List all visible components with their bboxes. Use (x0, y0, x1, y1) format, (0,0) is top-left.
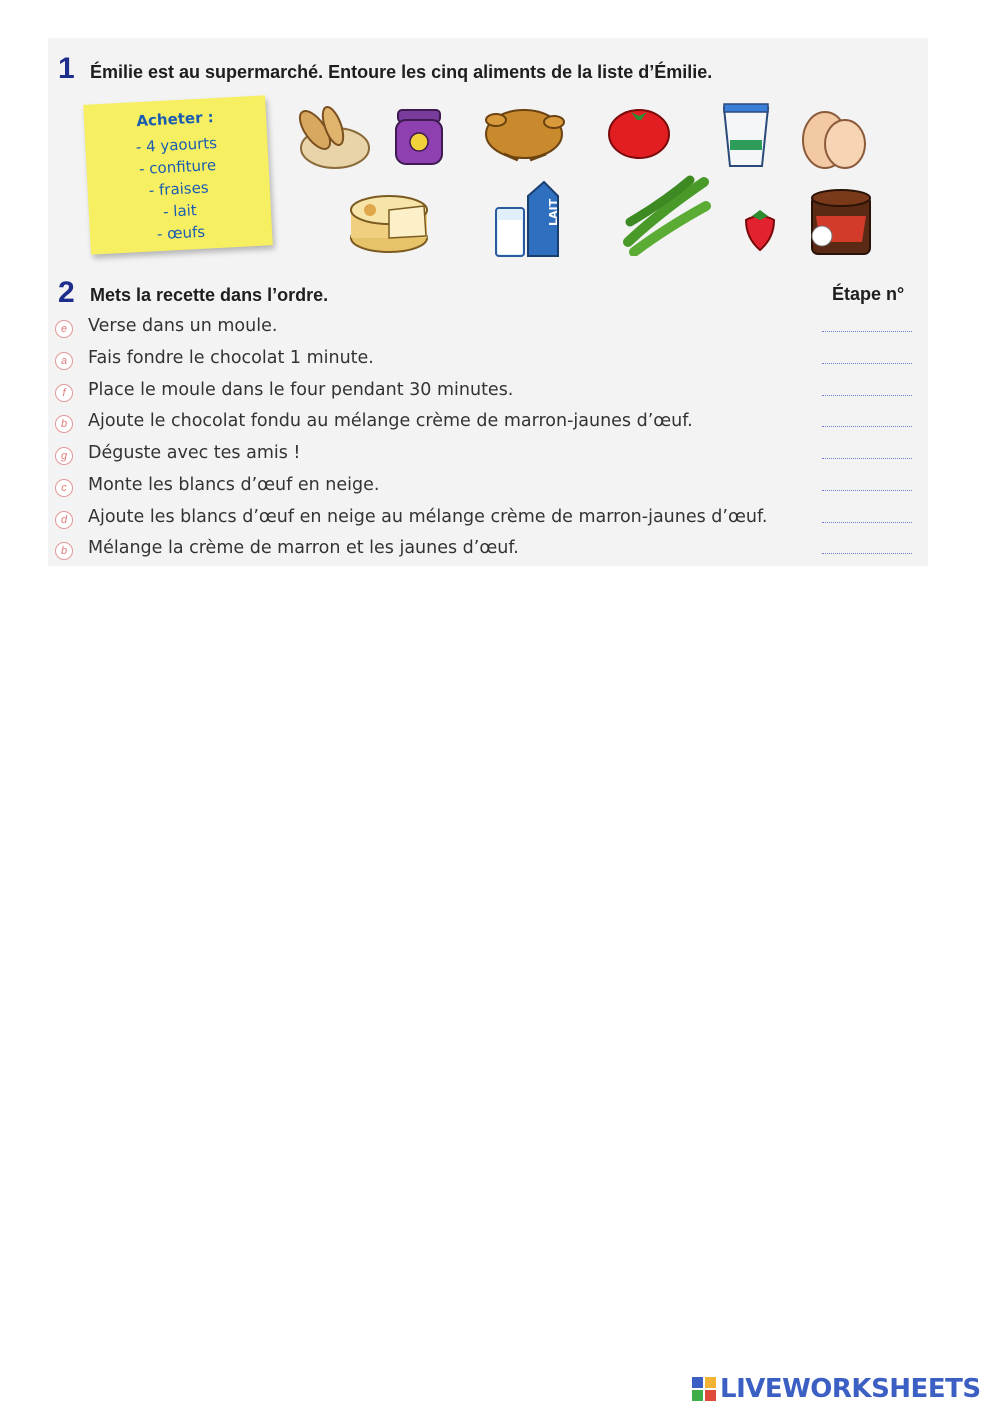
roast-chicken-icon[interactable] (474, 98, 570, 164)
note-item: - œufs (156, 222, 206, 244)
exercise-1-instruction: Émilie est au supermarché. Entoure les cinq aliments de la liste d’Émilie. (90, 62, 713, 82)
step-number-answer-field[interactable] (822, 490, 912, 491)
exercise-2-instruction: Mets la recette dans l’ordre. (90, 285, 329, 305)
eggs-icon[interactable] (795, 104, 870, 170)
exercise-1-number: 1 (58, 52, 74, 85)
step-text: Monte les blancs d’œuf en neige. (88, 475, 380, 495)
step-text: Verse dans un moule. (88, 316, 278, 336)
logo-mark-icon (692, 1377, 716, 1401)
step-number-answer-field[interactable] (822, 331, 912, 332)
step-number-answer-field[interactable] (822, 363, 912, 364)
step-letter-badge: c (55, 479, 73, 497)
chocolate-spread-icon[interactable] (802, 186, 880, 260)
cheese-icon[interactable] (346, 188, 432, 256)
step-number-answer-field[interactable] (822, 395, 912, 396)
step-text: Ajoute le chocolat fondu au mélange crème de marron-jaunes d’œuf. (88, 411, 693, 431)
step-letter-badge: b (55, 542, 73, 560)
yogurt-icon[interactable] (720, 100, 772, 170)
logo-text: LIVEWORKSHEETS (720, 1374, 981, 1404)
bread-icon[interactable] (285, 100, 375, 175)
jam-jar-icon[interactable] (392, 106, 446, 168)
step-letter-badge: g (55, 447, 73, 465)
step-letter-badge: b (55, 415, 73, 433)
step-column-header: Étape n° (832, 284, 905, 304)
step-number-answer-field[interactable] (822, 522, 912, 523)
step-text: Place le moule dans le four pendant 30 minutes. (88, 380, 514, 400)
recipe-step-row (55, 380, 915, 410)
note-heading: Acheter : (135, 108, 215, 131)
step-letter-badge: a (55, 352, 73, 370)
note-item: - fraises (148, 178, 210, 200)
step-text: Ajoute les blancs d’œuf en neige au mélange crème de marron-jaunes d’œuf. (88, 507, 768, 527)
step-text: Déguste avec tes amis ! (88, 443, 301, 463)
recipe-step-row (55, 475, 915, 505)
recipe-step-row (55, 348, 915, 378)
step-number-answer-field[interactable] (822, 458, 912, 459)
note-item: - lait (162, 201, 198, 221)
green-beans-icon[interactable] (620, 172, 712, 256)
step-number-answer-field[interactable] (822, 553, 912, 554)
note-item: - confiture (138, 156, 217, 179)
shopping-list-note (83, 95, 273, 254)
step-text: Mélange la crème de marron et les jaunes d’œuf. (88, 538, 519, 558)
note-item: - 4 yaourts (135, 133, 218, 157)
strawberry-icon[interactable] (740, 208, 780, 252)
recipe-step-row (55, 316, 915, 346)
recipe-step-row (55, 507, 915, 537)
recipe-step-row (55, 443, 915, 473)
milk-carton-label: LAIT (547, 198, 560, 226)
step-letter-badge: e (55, 320, 73, 338)
recipe-step-row (55, 538, 915, 568)
step-number-answer-field[interactable] (822, 426, 912, 427)
milk-icon[interactable] (494, 176, 560, 260)
step-letter-badge: d (55, 511, 73, 529)
exercise-2-number: 2 (58, 276, 74, 309)
step-text: Fais fondre le chocolat 1 minute. (88, 348, 374, 368)
liveworksheets-logo[interactable] (692, 1372, 981, 1406)
recipe-step-row (55, 411, 915, 441)
tomato-icon[interactable] (605, 102, 673, 160)
step-letter-badge: f (55, 384, 73, 402)
